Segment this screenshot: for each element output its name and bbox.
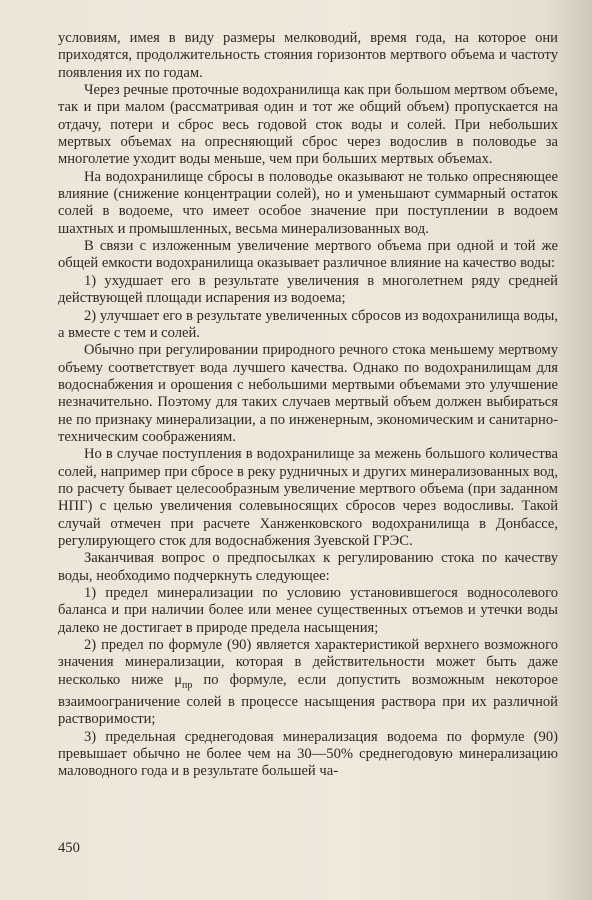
list-item [58,637,558,729]
paragraph: Через речные проточные водохранилища как при большом мертвом объеме, так и при малом (рассматривая один и тот же общий объем) пропускается на отдачу, потери и сброс весь годовой сток воды и солей. При небольших мертвых объемах на опресняющий сброс через водослив в половодье за многолетие уходит воды меньше, чем при больших мертвых объемах. [58,82,558,168]
list-item: 3) предельная среднегодовая минерализация водоема по формуле (90) превышает обычно не более чем на 30—50% среднегодовую минерализацию маловодного года и в результате большей ча- [58,728,558,780]
paragraph: На водохранилище сбросы в половодье оказывают не только опресняющее влияние (снижение концентрации солей), но и уменьшают суммарный остаток солей в водоеме, что имеет особое значение при поступлении в водоем шахтных и промышленных, весьма минерализованных вод. [58,168,558,237]
paragraph: Заканчивая вопрос о предпосылках к регулированию стока по качеству воды, необходимо подчеркнуть следующее: [58,550,558,584]
list-item: 1) ухудшает его в результате увеличения в многолетнем ряду средней действующей площади испарения из водоема; [58,272,558,307]
mu-subscript: пр [182,679,193,691]
mu-symbol: μ [174,671,183,688]
list-item: 1) предел минерализации по условию установившегося водносолевого баланса и при наличии более или менее существенных отъемов и утечки воды далеко не достигает в природе предела насыщения; [58,585,558,636]
list-item: 2) улучшает его в результате увеличенных сбросов из водохранилища воды, а вместе с тем и солей. [58,307,558,341]
page-number: 450 [58,840,80,856]
list-item-part: по формуле, если допустить возможным некоторое взаимоограничение солей в процессе насыщения раствора при их различной растворимости; [58,671,558,728]
page-text [58,30,558,781]
paragraph: Обычно при регулировании природного речного стока меньшему мертвому объему соответствует вода лучшего качества. Однако по водохранилищам для водоснабжения и орошения с небольшими мертвыми объемами это улучшение незначительно. Поэтому для таких случаев мертвый объем должен выбираться не по признаку минерализации, а по инженерным, экономическим и санитарно-техническим соображениям. [58,342,558,445]
list-item-part: 2) предел по формуле (90) является характеристикой верхнего возможного значения минерализации, которая в действительности может быть даже несколько ниже [58,637,558,688]
paragraph: условиям, имея в виду размеры мелководий, время года, на которое они приходятся, продолжительность стояния горизонтов мертвого объема и частоту появления их по годам. [58,30,558,81]
paragraph: Но в случае поступления в водохранилище за межень большого количества солей, например при сбросе в реку рудничных и других минерализованных вод, по расчету бывает целесообразным увеличение мертвого объема (при заданном НПГ) с целью увеличения солевыносящих сбросов через водосливы. Такой случай отмечен при расчете Ханженковского водохранилища в Донбассе, регулирующего сток для водоснабжения Зуевской ГРЭС. [58,446,558,549]
paragraph: В связи с изложенным увеличение мертвого объема при одной и той же общей емкости водохранилища оказывает различное влияние на качество воды: [58,238,558,272]
